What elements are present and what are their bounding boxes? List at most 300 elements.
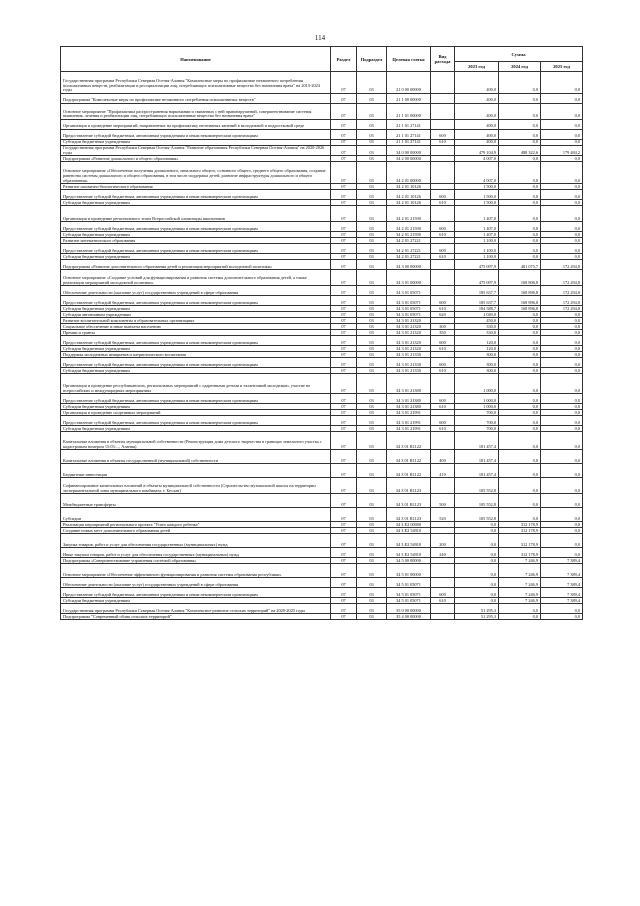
cell-subsection: 03 [357,450,387,464]
cell-2025: 0,0 [541,522,583,528]
table-row [61,358,583,368]
cell-name: Предоставление субсидий бюджетным, автономным учреждениям и иным некоммерческим организациям [61,296,331,306]
cell-2024: 0,0 [499,72,541,94]
cell-section: 07 [331,522,357,528]
cell-section: 07 [331,494,357,508]
cell-target: 34 3 01 21380 [387,374,431,394]
cell-subsection: 03 [357,478,387,494]
cell-2024: 0,0 [499,238,541,244]
cell-section: 07 [331,146,357,156]
cell-2024: 168 896,8 [499,286,541,296]
cell-2023: 181 457,4 [455,464,499,478]
table-row [61,534,583,548]
cell-2023: 479 104,9 [455,146,499,156]
cell-2023: 1 407,0 [455,232,499,238]
cell-2025: 7 389,4 [541,564,583,578]
table-row [61,146,583,156]
cell-2025: 0,0 [541,200,583,206]
cell-target: 34 2 01 27221 [387,254,431,260]
cell-target: 21 1 01 27141 [387,130,431,140]
cell-expense [431,578,455,588]
cell-2024: 0,0 [499,254,541,260]
cell-target: 34 5 00 00000 [387,558,431,564]
cell-section: 07 [331,464,357,478]
cell-section: 07 [331,232,357,238]
cell-name: Подпрограмма «Развитие дополнительного образования детей и реализация мероприятий молодежной политики» [61,260,331,270]
table-row [61,296,583,306]
cell-2025: 0,0 [541,330,583,336]
header-sum: Сумма [455,47,583,62]
cell-subsection: 03 [357,464,387,478]
cell-section: 07 [331,432,357,450]
cell-name: Государственная программа Республики Северная Осетия-Алания "Развитие образования Республики Северная Осетия-Алания" на 2020-2026 годы [61,146,331,156]
cell-target: 34 3 00 00000 [387,260,431,270]
cell-2023: 300,0 [455,352,499,358]
header-2025: 2025 год [541,62,583,72]
cell-section: 07 [331,478,357,494]
cell-2024: 0,0 [499,426,541,432]
cell-2023: 51 295,3 [455,604,499,614]
cell-section: 07 [331,614,357,620]
cell-section: 07 [331,104,357,120]
cell-expense [431,72,455,94]
cell-target: 34 3 01 R1122 [387,464,431,478]
cell-2025: 0,0 [541,410,583,416]
cell-target: 34 2 01 27221 [387,238,431,244]
cell-2023: 1 100,0 [455,244,499,254]
header-expense: Вид расхода [431,47,455,72]
cell-2025: 0,0 [541,368,583,374]
cell-subsection: 03 [357,270,387,286]
cell-section: 07 [331,140,357,146]
cell-target: 34 5 01 00000 [387,564,431,578]
cell-2023: 185 637,7 [455,286,499,296]
cell-target: 34 2 01 00000 [387,162,431,184]
cell-subsection: 03 [357,206,387,222]
cell-2023: 400,0 [455,72,499,94]
header-2024: 2024 год [499,62,541,72]
cell-2025: 7 389,4 [541,578,583,588]
cell-expense [431,286,455,296]
cell-section: 07 [331,94,357,104]
cell-2024: 7 246,9 [499,598,541,604]
cell-name: Развитие шахматно-биологического образования [61,184,331,190]
cell-name: Основное мероприятие "Профилактика распространения наркомании и связанных с ней правонарушений, совершенствование системы выявления, лечения и реабилитации лиц, потребляющих психоактивные вещества без назначения врача" [61,104,331,120]
cell-name: Субсидии бюджетным учреждениям [61,232,331,238]
cell-target: 34 3 01 21320 [387,336,431,346]
table-row [61,578,583,588]
cell-2024: 7 246,9 [499,588,541,598]
cell-2023: 105 552,8 [455,494,499,508]
cell-expense [431,146,455,156]
cell-name: Субсидии бюджетным учреждениям [61,404,331,410]
cell-name: Субсидии [61,508,331,522]
cell-section: 07 [331,564,357,578]
cell-expense: 600 [431,222,455,232]
cell-target: 34 2 01 10126 [387,184,431,190]
cell-section: 07 [331,120,357,130]
cell-target: 34 3 01 05071 [387,312,431,318]
table-row [61,94,583,104]
table-row [61,614,583,620]
cell-section: 07 [331,358,357,368]
cell-2025: 0,0 [541,130,583,140]
cell-subsection: 03 [357,404,387,410]
cell-subsection: 03 [357,374,387,394]
cell-name: Организация и проведение регионального этапа Всероссийской олимпиады школьников [61,206,331,222]
cell-2024: 0,0 [499,410,541,416]
cell-2023: 400,0 [455,94,499,104]
cell-2025: 0,0 [541,394,583,404]
cell-2025: 0,0 [541,232,583,238]
cell-subsection: 03 [357,120,387,130]
table-row [61,548,583,558]
cell-target: 34 3 01 21991 [387,416,431,426]
table-row [61,394,583,404]
cell-subsection: 03 [357,564,387,578]
cell-name: Предоставление субсидий бюджетным, автономным учреждениям и иным некоммерческим организациям [61,588,331,598]
cell-expense: 610 [431,140,455,146]
cell-section: 07 [331,588,357,598]
cell-subsection: 03 [357,104,387,120]
cell-2023: 1 500,0 [455,200,499,206]
cell-name: Предоставление субсидий бюджетным, автономным учреждениям и иным некоммерческим организациям [61,244,331,254]
cell-name: Софинансирование капитальных вложений в объекты муниципальной собственности (Строительство музыкальной школы на территории экспериментальной зоны муниципального комбината, г. Беслан) [61,478,331,494]
cell-2023: 0,0 [455,558,499,564]
cell-target: 34 2 01 21590 [387,232,431,238]
cell-name: Реализация мероприятий регионального проекта "Успех каждого ребенка" [61,522,331,528]
table-row [61,270,583,286]
header-2023: 2023 год [455,62,499,72]
cell-2024: 0,0 [499,450,541,464]
cell-2025: 0,0 [541,244,583,254]
cell-2025: 179 484,2 [541,146,583,156]
cell-2023: 475 097,9 [455,270,499,286]
cell-2023: 300,0 [455,358,499,368]
cell-name: Обеспечение деятельности (оказание услуг) государственных учреждений в сфере образования [61,286,331,296]
cell-name: Субсидии бюджетным учреждениям [61,426,331,432]
cell-2024: 0,0 [499,330,541,336]
cell-2023: 1 500,0 [455,190,499,200]
cell-expense [431,162,455,184]
cell-2024: 312 178,9 [499,522,541,528]
cell-subsection: 03 [357,286,387,296]
cell-subsection: 03 [357,140,387,146]
cell-name: Основное мероприятие «Обеспечение получения дошкольного, начального общего, основного общего, среднего общего образования, создание равенства системы дошкольного и общего образования, в том числе поддержка детей, развитие инфраструктуры дошкольного и общего образования» [61,162,331,184]
cell-2025: 0,0 [541,312,583,318]
table-row [61,494,583,508]
cell-expense: 600 [431,358,455,368]
cell-2023: 4 007,0 [455,156,499,162]
cell-section: 07 [331,374,357,394]
cell-2023: 120,0 [455,336,499,346]
cell-2024: 0,0 [499,140,541,146]
cell-section: 07 [331,238,357,244]
cell-2024: 0,0 [499,130,541,140]
cell-target: 34 3 01 21380 [387,404,431,410]
cell-section: 07 [331,206,357,222]
cell-2024: 0,0 [499,222,541,232]
cell-section: 07 [331,534,357,548]
cell-expense: 610 [431,200,455,206]
cell-subsection: 03 [357,254,387,260]
cell-expense: 600 [431,190,455,200]
cell-name: Иные закупки товаров, работ и услуг для обеспечения государственных (муниципальных) нужд [61,548,331,558]
cell-section: 07 [331,508,357,522]
cell-2025: 172 294,8 [541,260,583,270]
cell-expense: 600 [431,394,455,404]
cell-name: Предоставление субсидий бюджетным, автономным учреждениям и иным некоммерческим организациям [61,190,331,200]
cell-2023: 1 049,0 [455,312,499,318]
cell-2024: 0,0 [499,374,541,394]
cell-subsection: 03 [357,94,387,104]
table-row [61,190,583,200]
cell-expense: 400 [431,450,455,464]
cell-2023: 0,0 [455,588,499,598]
cell-2024: 0,0 [499,614,541,620]
cell-subsection: 03 [357,508,387,522]
cell-2024: 0,0 [499,494,541,508]
cell-2025: 7 389,4 [541,558,583,564]
table-row [61,104,583,120]
cell-2025: 7 389,4 [541,598,583,604]
cell-expense: 610 [431,598,455,604]
cell-target: 21 1 00 00000 [387,94,431,104]
cell-2025: 0,0 [541,352,583,358]
cell-2025: 0,0 [541,548,583,558]
cell-2025: 0,0 [541,222,583,232]
cell-target: 21 1 01 27141 [387,120,431,130]
cell-name: Создание новых мест дополнительного образования детей [61,528,331,534]
cell-2023: 1 407,0 [455,206,499,222]
cell-subsection: 03 [357,534,387,548]
table-row [61,464,583,478]
cell-2025: 0,0 [541,162,583,184]
cell-2023: 400,0 [455,140,499,146]
cell-section: 07 [331,352,357,358]
cell-section: 07 [331,318,357,324]
cell-2023: 700,0 [455,416,499,426]
cell-2024: 0,0 [499,404,541,410]
cell-section: 07 [331,598,357,604]
cell-subsection: 03 [357,336,387,346]
cell-section: 07 [331,254,357,260]
cell-2025: 0,0 [541,190,583,200]
cell-name: Государственная программа Республики Северная Осетия-Алания "Комплексные меры по профилактике незаконного потребления психоактивных веществ, реабилитации и ресоциализации лиц, потребляющих психоактивные вещества без назначения врача" на 2013-2024 годы [61,72,331,94]
table-row [61,432,583,450]
cell-name: Капитальные вложения в объекты муниципальной собственности (Реконструкция дома детского творчества в границах земельного участка с кадастровым номером 15:03:..., Алания) [61,432,331,450]
cell-section: 07 [331,416,357,426]
cell-target: 34 2 01 21590 [387,206,431,222]
cell-target: 34 5 01 05071 [387,588,431,598]
cell-name: Государственная программа Республики Северная Осетия-Алания "Комплексное развитие сельских территорий" на 2020-2025 годы [61,604,331,614]
cell-subsection: 03 [357,614,387,620]
cell-2024: 488 322,6 [499,146,541,156]
cell-2025: 0,0 [541,206,583,222]
cell-subsection: 03 [357,162,387,184]
cell-2025: 0,0 [541,104,583,120]
cell-name: Предоставление субсидий бюджетным, автономным учреждениям и иным некоммерческим организациям [61,130,331,140]
cell-2025: 0,0 [541,318,583,324]
cell-subsection: 03 [357,604,387,614]
cell-2023: 181 457,4 [455,432,499,450]
cell-2025: 0,0 [541,534,583,548]
cell-2024: 0,0 [499,94,541,104]
cell-2025: 0,0 [541,604,583,614]
cell-2024: 0,0 [499,232,541,238]
cell-2024: 0,0 [499,206,541,222]
cell-section: 07 [331,222,357,232]
cell-name: Подпрограмма "Современный облик сельских территорий" [61,614,331,620]
cell-name: Капитальные вложения в объекты государственной (муниципальной) собственности [61,450,331,464]
cell-section: 07 [331,528,357,534]
cell-section: 07 [331,404,357,410]
cell-2023: 400,0 [455,120,499,130]
cell-name: Межбюджетные трансферты [61,494,331,508]
cell-section: 07 [331,426,357,432]
cell-section: 07 [331,336,357,346]
cell-subsection: 03 [357,346,387,352]
cell-2024: 0,0 [499,184,541,190]
cell-2025: 0,0 [541,184,583,190]
cell-2024: 0,0 [499,200,541,206]
page-number: 114 [314,34,326,42]
cell-2025: 0,0 [541,404,583,410]
cell-name: Обеспечение деятельности (оказание услуг) государственных учреждений в сфере образования [61,578,331,588]
cell-subsection: 03 [357,588,387,598]
cell-2024: 0,0 [499,478,541,494]
cell-target: 21 1 01 00000 [387,104,431,120]
table-row [61,508,583,522]
cell-2024: 0,0 [499,120,541,130]
cell-section: 07 [331,604,357,614]
cell-name: Развитие воспитательной компоненты в образовательных организациях [61,318,331,324]
cell-expense [431,206,455,222]
cell-expense: 410 [431,464,455,478]
table-row [61,416,583,426]
cell-target: 34 3 01 R1123 [387,494,431,508]
table-row [61,244,583,254]
cell-section: 07 [331,306,357,312]
table-row [61,588,583,598]
cell-target: 34 3 E2 54910 [387,528,431,534]
cell-section: 07 [331,450,357,464]
table-row [61,120,583,130]
cell-2024: 7 246,9 [499,578,541,588]
cell-2023: 0,0 [455,598,499,604]
cell-target: 34 3 01 21330 [387,358,431,368]
cell-target: 34 2 01 27221 [387,244,431,254]
cell-subsection: 03 [357,238,387,244]
cell-name: Основное мероприятие «Обеспечение эффективного функционирования и развития системы образования республики» [61,564,331,578]
table-row [61,336,583,346]
cell-expense: 520 [431,508,455,522]
cell-target: 34 3 01 R1122 [387,432,431,450]
cell-2024: 0,0 [499,368,541,374]
cell-2023: 330,0 [455,324,499,330]
cell-2025: 7 389,4 [541,588,583,598]
cell-section: 07 [331,286,357,296]
cell-2024: 0,0 [499,162,541,184]
table-row [61,374,583,394]
cell-target: 34 3 01 21380 [387,394,431,404]
cell-expense [431,374,455,394]
cell-2024: 0,0 [499,324,541,330]
cell-expense: 610 [431,404,455,410]
cell-section: 07 [331,330,357,336]
cell-2024: 0,0 [499,190,541,200]
cell-2025: 0,0 [541,426,583,432]
cell-expense [431,260,455,270]
cell-name: Организация и проведение республиканских, региональных мероприятий с одаренными детьми и талантливой молодежью, участие во всероссийских и международных мероприятиях [61,374,331,394]
cell-2025: 0,0 [541,494,583,508]
cell-target: 35 4 00 00000 [387,614,431,620]
cell-2024: 7 246,9 [499,564,541,578]
cell-subsection: 03 [357,306,387,312]
cell-target: 34 3 01 21320 [387,346,431,352]
cell-2023: 400,0 [455,104,499,120]
cell-section: 07 [331,368,357,374]
cell-name: Предоставление субсидий бюджетным, автономным учреждениям и иным некоммерческим организациям [61,416,331,426]
cell-2024: 0,0 [499,508,541,522]
cell-2023: 1 100,0 [455,254,499,260]
cell-name: Подпрограмма «Развитие дошкольного и общего образования» [61,156,331,162]
cell-subsection: 03 [357,146,387,156]
cell-target: 34 3 01 21320 [387,324,431,330]
cell-name: Предоставление субсидий бюджетным, автономным учреждениям и иным некоммерческим организациям [61,358,331,368]
cell-target: 34 3 01 21320 [387,330,431,336]
cell-target: 34 3 E2 54910 [387,534,431,548]
cell-subsection: 03 [357,244,387,254]
cell-expense: 620 [431,312,455,318]
cell-2024: 168 896,8 [499,296,541,306]
cell-2023: 105 552,8 [455,478,499,494]
cell-2024: 168 806,8 [499,270,541,286]
cell-target: 34 2 01 21590 [387,222,431,232]
cell-2025: 0,0 [541,324,583,330]
cell-2023: 0,0 [455,548,499,558]
cell-2023: 475 097,9 [455,260,499,270]
cell-expense: 350 [431,330,455,336]
cell-2023: 330,0 [455,330,499,336]
table-row [61,206,583,222]
cell-2023: 0,0 [455,528,499,534]
cell-subsection: 03 [357,432,387,450]
cell-2024: 0,0 [499,358,541,368]
cell-target: 34 0 00 00000 [387,146,431,156]
cell-section: 07 [331,72,357,94]
cell-subsection: 03 [357,358,387,368]
cell-2023: 400,0 [455,130,499,140]
cell-2024: 0,0 [499,352,541,358]
cell-2024: 7 246,9 [499,558,541,564]
cell-2023: 1 500,0 [455,184,499,190]
cell-name: Закупка товаров, работ и услуг для обеспечения государственных (муниципальных) нужд [61,534,331,548]
cell-2023: 0,0 [455,564,499,578]
cell-section: 07 [331,200,357,206]
cell-2024: 168 896,8 [499,306,541,312]
cell-section: 07 [331,548,357,558]
cell-2024: 0,0 [499,244,541,254]
cell-target: 34 3 01 21991 [387,426,431,432]
cell-section: 07 [331,394,357,404]
cell-subsection: 03 [357,598,387,604]
table-row [61,260,583,270]
header-target: Целевая статья [387,47,431,72]
cell-subsection: 03 [357,394,387,404]
cell-expense: 240 [431,548,455,558]
cell-name: Основное мероприятие «Создание условий для функционирования и развития системы дополнительного образования детей, а также реализации мероприятий молодежной политики» [61,270,331,286]
